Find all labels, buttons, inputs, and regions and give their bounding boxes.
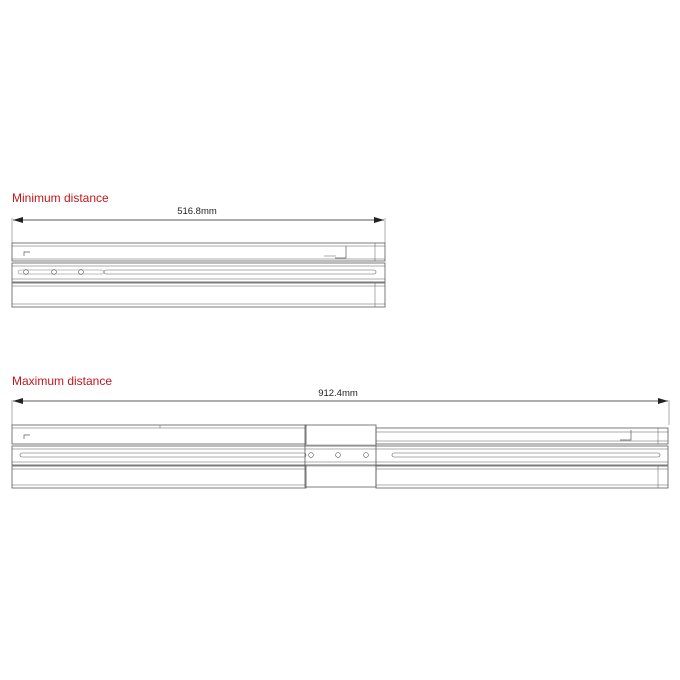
minimum-rail-group [12,206,385,307]
maximum-rail-hole [364,453,369,458]
minimum-rail-hole [79,270,84,275]
maximum-rail-group [12,388,669,488]
maximum-rail-hole [309,453,314,458]
maximum-dimension-label: 912.4mm [318,388,358,399]
minimum-rail-hole [52,270,57,275]
maximum-distance-title: Maximum distance [12,374,113,388]
minimum-dimension-label: 516.8mm [177,206,217,217]
maximum-dimension [12,388,669,425]
minimum-rail-hole [24,270,29,275]
minimum-distance-title: Minimum distance [12,191,109,205]
maximum-rail-hole [336,453,341,458]
minimum-rail [12,243,385,307]
minimum-dimension [12,206,385,243]
maximum-rail [12,425,668,488]
